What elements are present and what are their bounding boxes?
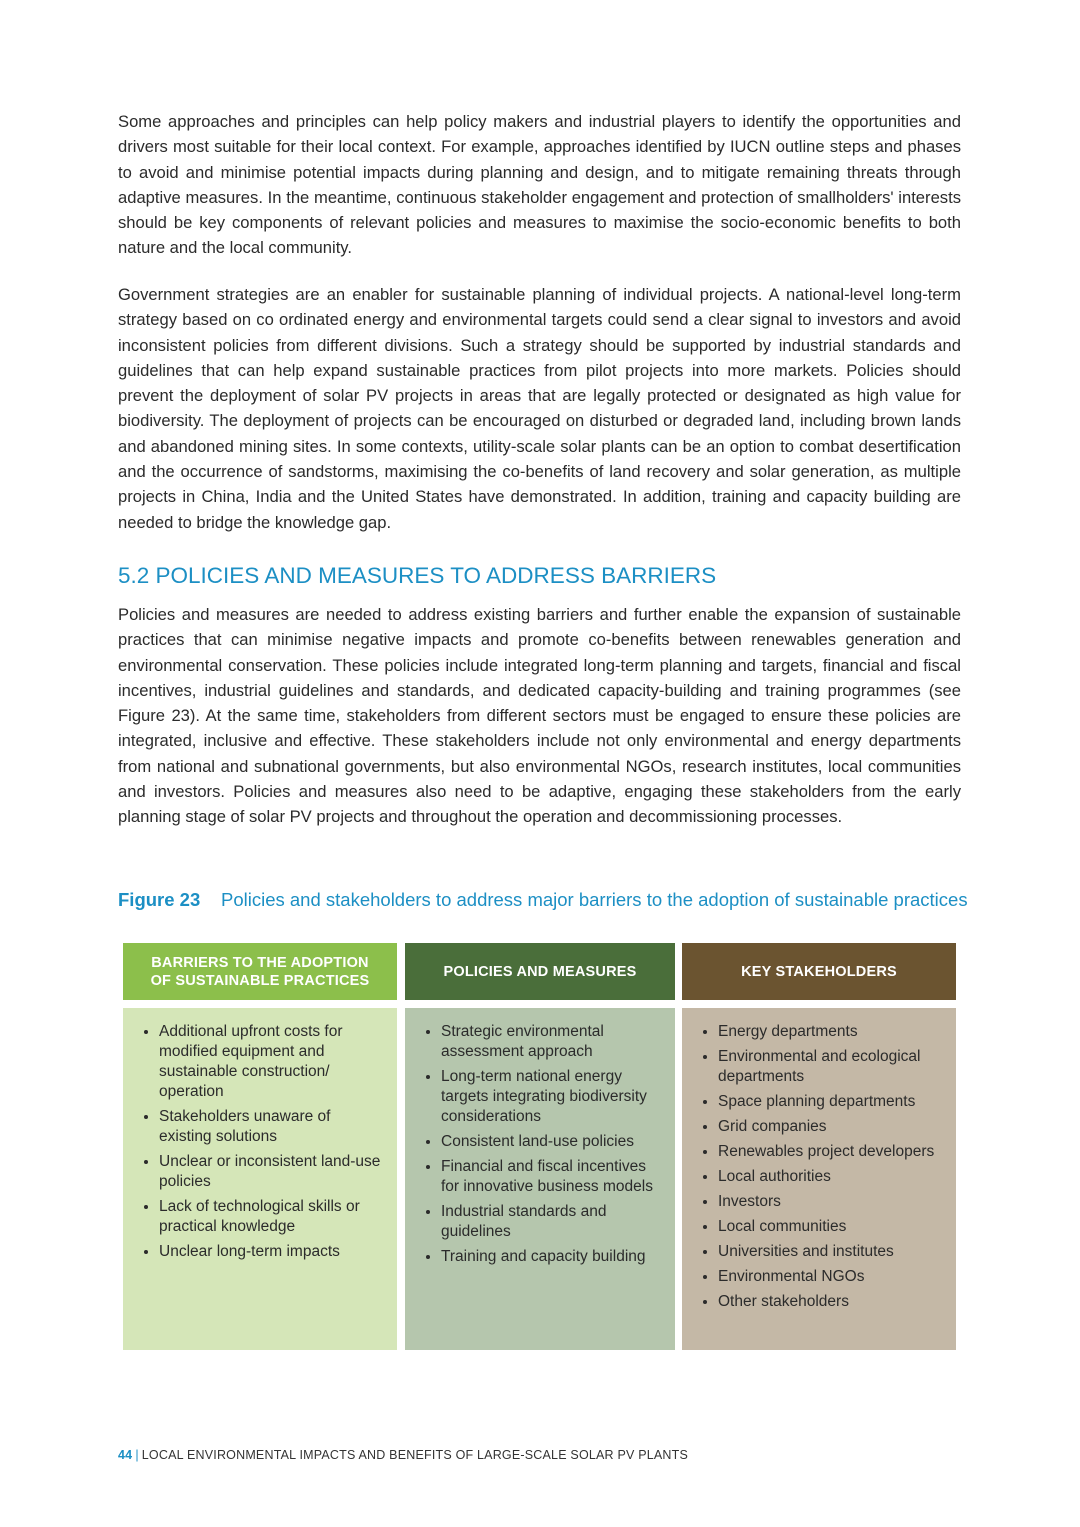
policies-list	[405, 1008, 675, 1350]
page-footer	[118, 1448, 688, 1462]
list-item: • Additional upfront costs for modified equipment and sustainable construction/ operation	[159, 1022, 383, 1102]
page-number: 44	[118, 1448, 133, 1462]
section-heading: 5.2 POLICIES AND MEASURES TO ADDRESS BARRIERS	[118, 563, 717, 588]
column-header-barriers: BARRIERS TO THE ADOPTION OF SUSTAINABLE PRACTICES	[123, 943, 397, 1000]
list-item: • Financial and fiscal incentives for innovative business models	[441, 1157, 661, 1197]
footer-separator: |	[135, 1448, 139, 1462]
stakeholders-list	[682, 1008, 956, 1350]
list-item: • Stakeholders unaware of existing solutions	[159, 1107, 383, 1147]
list-item: • Unclear or inconsistent land-use policies	[159, 1152, 383, 1192]
list-item: • Grid companies	[718, 1117, 942, 1137]
column-header-stakeholders: KEY STAKEHOLDERS	[682, 943, 956, 1000]
body-paragraph: Government strategies are an enabler for sustainable planning of individual projects. A national-level long-term strategy based on co ordinated energy and environmental targets could send a clear signal to investors and avoid inconsistent policies from different divisions. Such a strategy should be supported by industrial standards and guidelines that can help expand sustainable practices from pilot projects into more markets. Policies should prevent the deployment of solar PV projects in areas that are legally protected or designated as high value for biodiversity. The deployment of projects can be encouraged on disturbed or degraded land, including brown lands and abandoned mining sites. In some contexts, utility-scale solar plants can be an option to combat desertification and the occurrence of sandstorms, maximising the co-benefits of land recovery and solar generation, as multiple projects in China, India and the United States have demonstrated. In addition, training and capacity building are needed to bridge the knowledge gap.	[118, 285, 961, 532]
list-item: • Consistent land-use policies	[441, 1132, 661, 1152]
list-item: • Investors	[718, 1192, 942, 1212]
figure-number: Figure 23	[118, 889, 201, 910]
footer-title: LOCAL ENVIRONMENTAL IMPACTS AND BENEFITS OF LARGE-SCALE SOLAR PV PLANTS	[141, 1448, 689, 1462]
list-item: • Environmental NGOs	[718, 1267, 942, 1287]
list-item: • Space planning departments	[718, 1092, 942, 1112]
list-item: • Training and capacity building	[441, 1247, 661, 1267]
figure-title: Policies and stakeholders to address major barriers to the adoption of sustainable practices	[221, 889, 968, 910]
barriers-list	[123, 1008, 397, 1350]
list-item: • Renewables project developers	[718, 1142, 942, 1162]
body-paragraph: Some approaches and principles can help policy makers and industrial players to identify the opportunities and drivers most suitable for their local context. For example, approaches identified by IUCN outline steps and phases to avoid and minimise potential impacts during planning and design, and to mitigate remaining threats through adaptive measures. In the meantime, continuous stakeholder engagement and protection of smallholders' interests should be key components of relevant policies and measures to maximise the socio-economic benefits to both nature and the local community.	[118, 112, 961, 258]
list-item: • Lack of technological skills or practical knowledge	[159, 1197, 383, 1237]
column-header-policies: POLICIES AND MEASURES	[405, 943, 675, 1000]
list-item: • Energy departments	[718, 1022, 942, 1042]
list-item: • Environmental and ecological departments	[718, 1047, 942, 1087]
list-item: • Industrial standards and guidelines	[441, 1202, 661, 1242]
list-item: • Strategic environmental assessment approach	[441, 1022, 661, 1062]
body-paragraph: Policies and measures are needed to address existing barriers and further enable the expansion of sustainable practices that can minimise negative impacts and promote co-benefits between renewables generation and environmental conservation. These policies include integrated long-term planning and targets, financial and fiscal incentives, industrial guidelines and standards, and dedicated capacity-building and training programmes (see Figure 23). At the same time, stakeholders from different sectors must be engaged to ensure these policies are integrated, inclusive and effective. These stakeholders include not only environmental and energy departments from national and subnational governments, but also environmental NGOs, research institutes, local communities and investors. Policies and measures also need to be adaptive, engaging these stakeholders from the early planning stage of solar PV projects and throughout the operation and decommissioning processes.	[118, 605, 961, 827]
list-item: • Universities and institutes	[718, 1242, 942, 1262]
list-item: • Unclear long-term impacts	[159, 1242, 383, 1262]
list-item: • Local authorities	[718, 1167, 942, 1187]
list-item: • Other stakeholders	[718, 1292, 942, 1312]
figure-caption	[118, 889, 968, 911]
list-item: • Long-term national energy targets integrating biodiversity considerations	[441, 1067, 661, 1127]
list-item: • Local communities	[718, 1217, 942, 1237]
